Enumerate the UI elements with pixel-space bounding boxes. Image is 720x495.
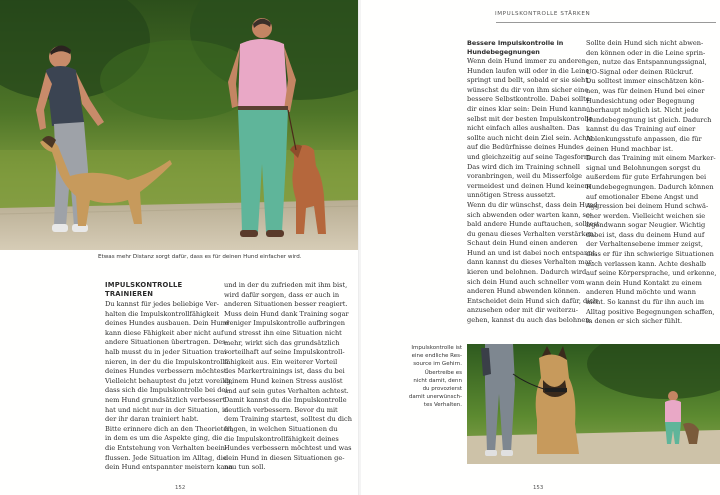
text-line: deutlich verbessern. Bevor du mit [224, 405, 338, 414]
text-line: Hund an und ist dabei noch entspannt, [467, 248, 598, 257]
text-line: wünschst du dir von ihm sicher eine [467, 85, 589, 94]
text-line: nem Hund grundsätzlich verbessert [105, 395, 226, 404]
text-line: und stresst ihn eine Situation nicht [224, 328, 342, 337]
text-line: weniger Impulskontrolle aufbringen [224, 319, 346, 328]
text-line: nieren, in der du die Impulskontrolle [105, 357, 229, 366]
text-line: kannst du das Training auf einer [586, 125, 696, 134]
text-line: Sollte dein Hund sich nicht abwen- [586, 39, 704, 47]
text-line: dass er für ihn schwierige Situationen [586, 250, 714, 259]
heading-line: Hundebegegnungen [467, 48, 540, 56]
text-line: der Verhaltensebene immer zeigst, [586, 240, 703, 249]
text-column-3 [467, 39, 600, 326]
photo-caption-side [406, 344, 462, 410]
running-head-rule [496, 22, 716, 23]
text-line: selbst mit der besten Impulskontrolle [467, 114, 593, 123]
text-line: fähigkeit aus. Ein weiterer Vorteil [224, 357, 338, 366]
text-line: deines Hundes ausbauen. Dein Hund [105, 319, 230, 328]
heading-line: IMPULSKONTROLLE [105, 281, 183, 289]
text-line: hat und nicht nur in der Situation, in [105, 405, 229, 414]
text-line: außerdem für gute Erfahrungen bei [586, 173, 707, 182]
text-line: nicht einfach alles aushalten. Das [467, 124, 580, 133]
text-line: auf emotionaler Ebene Angst und [586, 192, 699, 201]
text-column-4 [586, 39, 717, 327]
text-line: Alltag positive Begegnungen schaffen, [586, 307, 715, 316]
text-line: flussen. Jede Situation im Alltag, die [105, 453, 227, 462]
text-line: anderen Situationen besser reagiert. [224, 300, 348, 309]
text-line: der ihr daran trainiert habt. [105, 415, 199, 424]
text-line: Aggression bei deinem Hund schwä- [586, 202, 709, 211]
body-text [105, 300, 234, 473]
text-line: in dem es um die Aspekte ging, die [105, 434, 223, 443]
text-line: die Impulskontrollfähigkeit deines [224, 434, 339, 443]
text-line: tes Verhalten. [423, 402, 462, 409]
text-line: überhaupt möglich ist. Nicht jede [586, 106, 699, 115]
text-line: eine endliche Res- [411, 353, 462, 360]
body-text [224, 281, 352, 473]
text-line: Hundebegegnung ist gleich. Dadurch [586, 115, 712, 124]
text-line: nicht damit, denn [413, 377, 462, 384]
text-line: auch verlassen kann. Achte deshalb [586, 259, 707, 268]
text-line: deinem Hund keinen Stress auslöst [224, 376, 343, 385]
text-line: dein Hund entspannter meistern kann [105, 463, 233, 472]
text-line: dann kannst du dieses Verhalten mar- [467, 258, 594, 267]
text-line: nicht. So kannst du für ihn auch im [586, 298, 705, 307]
text-line: irgendwann sogar Neugier. Wichtig [586, 221, 706, 230]
text-line: in denen er sich sicher fühlt. [586, 317, 683, 326]
text-line: und gleichzeitig auf seine Tagesform. [467, 152, 593, 161]
text-line: auf seine Körpersprache, und erkenne, [586, 269, 717, 278]
text-line: damit unerwünsch- [408, 394, 462, 401]
text-line: und in der du zufrieden mit ihm bist, [224, 281, 348, 289]
heading-line: Bessere Impulskontrolle in [467, 39, 564, 47]
text-column-1 [105, 281, 234, 473]
text-line: dabei ist, dass du deinem Hund auf [586, 230, 705, 239]
photo-dog-sitting [467, 344, 720, 464]
text-line: vorteilhaft auf seine Impulskontroll- [224, 348, 345, 357]
page-number: 153 [533, 485, 544, 491]
text-line: Schaut dein Hund einen anderen [467, 239, 578, 248]
text-line: gen, nutze das Entspannungssignal, [586, 58, 707, 67]
text-line: dir eines klar sein: Dein Hund kann [467, 104, 587, 113]
text-line: anderen Hund abwenden können. [467, 287, 581, 296]
text-line: cher werden. Vielleicht weichen sie [586, 211, 706, 220]
running-head: IMPULSKONTROLLE STÄRKEN [495, 11, 591, 17]
text-line: Hundesichtung oder Begegnung [586, 96, 695, 105]
text-line: kann diese Fähigkeit aber nicht auf [105, 328, 224, 337]
text-line: dass sich die Impulskontrolle bei dei- [105, 386, 230, 395]
text-line: die Entstehung von Verhalten beein- [105, 443, 228, 452]
text-line: Muss dein Hund dank Training sogar [224, 309, 349, 318]
text-line: du provozierst [422, 386, 462, 393]
text-line: Damit kannst du die Impulskontrolle [224, 396, 347, 405]
text-line: halten die Impulskontrollfähigkeit [105, 309, 220, 318]
text-line: dein Hund in diesen Situationen ge- [224, 453, 345, 462]
text-line: anderen Hund möchte und wann [586, 288, 696, 297]
text-line: Impulskontrolle ist [411, 345, 462, 351]
text-line: springt und bellt, sobald er sie sieht, [467, 76, 591, 85]
text-line: signal und Belohnungen sorgst du [586, 163, 701, 172]
text-line: halb musst du in jeder Situation trai- [105, 347, 229, 356]
body-text [586, 39, 717, 327]
text-line: kieren und belohnen. Dadurch wird [467, 268, 587, 277]
text-line: UO-Signal oder deinen Rückruf. [586, 67, 694, 76]
text-line: Du kannst für jedes beliebige Ver- [105, 300, 219, 308]
heading-line: TRAINIEREN [105, 290, 154, 298]
text-line: Übertreibe es [424, 369, 462, 376]
text-line: du genau dieses Verhalten verstärken. [467, 229, 596, 238]
text-line: voranbringen, weil du Misserfolge [467, 172, 583, 181]
text-line: den können oder in die Leine sprin- [586, 48, 706, 57]
text-line: deinen Hund machbar ist. [586, 144, 674, 153]
text-line: Bitte erinnere dich an den Theorieteil, [105, 424, 234, 433]
section-heading [467, 39, 579, 57]
text-line: sich dein Hund auch schneller vom [467, 277, 585, 286]
text-line: bessere Selbstkontrolle. Dabei sollte [467, 95, 590, 104]
text-line: auf die Bedürfnisse deines Hundes [467, 143, 584, 152]
text-line: vermeidest und deinen Hund keinem [467, 181, 591, 190]
text-line: deines Hundes verbessern möchtest. [105, 367, 229, 376]
text-line: Du solltest immer einschätzen kön- [586, 77, 704, 86]
text-line: nen, was für deinen Hund bei einer [586, 86, 705, 95]
text-line: mehr, wirkt sich das grundsätzlich [224, 338, 340, 347]
left-page [0, 0, 359, 495]
text-line: Durch das Training mit einem Marker- [586, 154, 716, 163]
photo-caption: Etwas mehr Distanz sorgt dafür, dass es für deinen Hund einfacher wird. [98, 254, 302, 260]
page-number: 152 [175, 485, 186, 491]
text-column-2 [224, 281, 352, 473]
body-text [467, 57, 600, 326]
text-line: unnötigen Stress aussetzt. [467, 191, 556, 200]
photo-dog-training-walk [0, 0, 359, 250]
text-line: source im Gehirn. [413, 361, 462, 368]
text-line: anzusehen oder mit dir weiterzu- [467, 306, 579, 315]
text-line: Hundes verbessern möchtest und was [224, 444, 352, 453]
text-line: Hunden laufen will oder in die Leine [467, 66, 590, 75]
text-line: Hundebegegnungen. Dadurch können [586, 182, 714, 191]
section-heading [105, 281, 217, 299]
text-line: sollte auch nicht dein Ziel sein. Achte [467, 133, 593, 142]
text-line: Wenn dein Hund immer zu anderen [467, 57, 587, 65]
text-line: bald andere Hunde auftauchen, solltest [467, 220, 600, 229]
text-line: sich abwenden oder warten kann, so- [467, 210, 593, 219]
text-line: Wenn du dir wünschst, dass dein Hund [467, 200, 598, 209]
text-line: andere Situationen übertragen. Des- [105, 338, 228, 347]
text-line: des Markertrainings ist, dass du bei [224, 367, 345, 376]
text-line: und auf sein gutes Verhalten achtest. [224, 386, 349, 395]
text-line: dem Training startest, solltest du dich [224, 415, 352, 424]
text-line: Vielleicht behauptest du jetzt voreilig, [105, 376, 233, 385]
text-line: nau tun soll. [224, 463, 266, 472]
text-line: wird dafür sorgen, dass er auch in [224, 290, 340, 299]
text-line: Ablenkungsstufe anpassen, die für [586, 134, 702, 143]
text-line: gehen, kannst du auch das belohnen. [467, 316, 592, 325]
text-line: fragen, in welchen Situationen du [224, 424, 338, 433]
text-line: wann dein Hund Kontakt zu einem [586, 278, 702, 287]
text-line: Entscheidet dein Hund sich dafür, dich [467, 296, 598, 305]
text-line: Das wird dich im Training schnell [467, 162, 580, 171]
